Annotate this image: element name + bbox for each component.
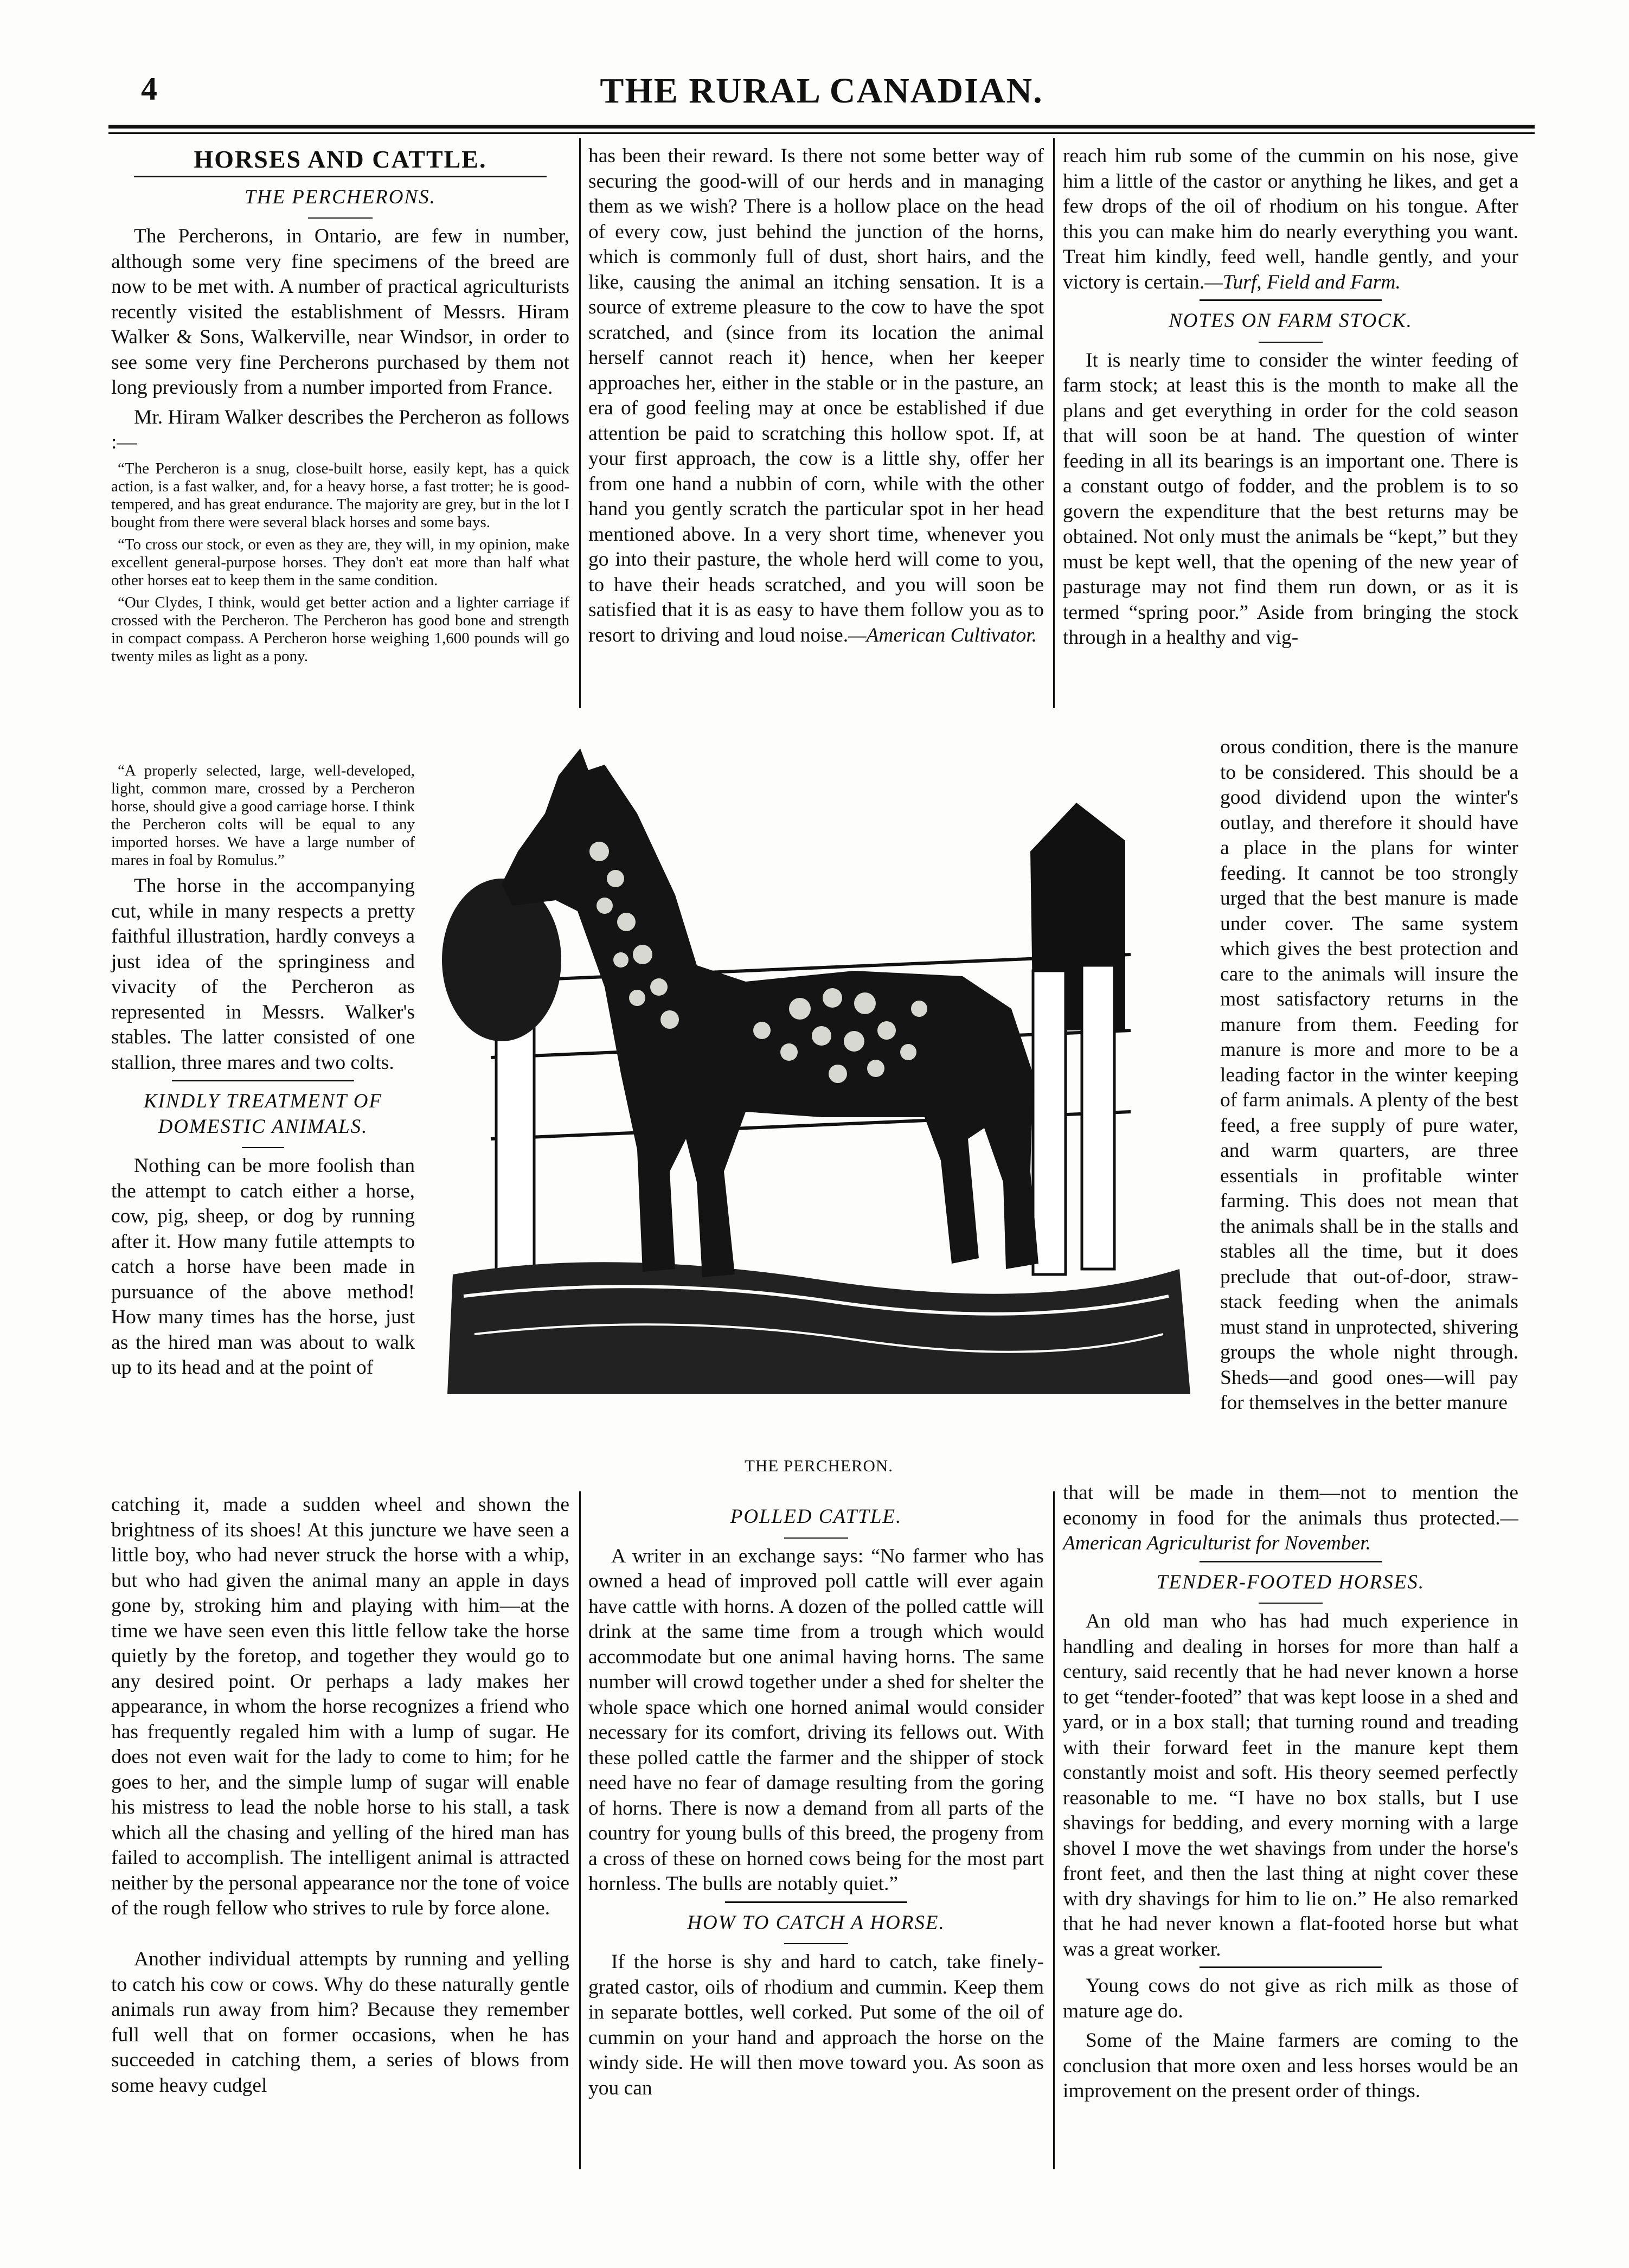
column-1-narrow	[111, 762, 415, 1385]
divider	[1200, 1561, 1382, 1562]
figure-caption: THE PERCHERON.	[744, 1456, 894, 1475]
paragraph: If the horse is shy and hard to catch, take finely-grated castor, oils of rhodium and cummin. Keep them in separate bottles, well corked. Put some of the oil of cummin on your hand and approach the horse on the windy side. He will then move toward you. As soon as you can	[588, 1951, 1044, 2099]
divider	[1259, 342, 1323, 343]
column-1-bottom-text	[111, 1947, 569, 2103]
section-heading: HORSES AND CATTLE.	[194, 145, 487, 173]
column-divider	[579, 138, 581, 708]
article-title: HOW TO CATCH A HORSE.	[687, 1911, 945, 1934]
header-rule-thin	[108, 132, 1535, 134]
paragraph: Some of the Maine farmers are coming to the conclusion that more oxen and less horses would be an improvement on the present order of things.	[1063, 2029, 1518, 2102]
quote: “A properly selected, large, well-developed, light, common mare, crossed by a Percheron horse, should give a good carriage horse. I think the Percheron colts will be equal to any imported horses. We have a large number of mares in foal by Romulus.”	[111, 762, 415, 869]
column-3-narrow	[1220, 735, 1518, 1420]
paragraph: orous condition, there is the manure to be considered. This should be a good dividend upon the winter's outlay, and therefore it should have a place in the plans for winter feeding. It cannot be too strongly urged that the best manure is made under cover. The same system which gives the best protection and care to the animals will insure the most satisfactory returns in the manure from them. Feeding for manure is more and more to be a leading factor in the winter keeping of farm animals. A plenty of the best feed, a free supply of pure water, and warm quarters, are three essentials in profitable winter farming. This does not mean that the animals shall be in the stalls and stables all the time, but it does preclude that out-of-door, straw-stack feeding when the animals must stand in unprotected, shivering groups the whole night through. Sheds—and good ones—will pay for themselves in the better manure	[1220, 736, 1518, 1414]
column-2-top	[588, 144, 1044, 652]
column-3-top	[1063, 144, 1518, 655]
page-number: 4	[141, 71, 157, 107]
paragraph: has been their reward. Is there not some better way of securing the good-will of our herds and in managing them as we wish? There is a hollow place on the head of every cow, just behind the junction of the horns, which is commonly full of dust, short hairs, and the like, causing the animal an itching sensation. It is a source of extreme pleasure to the cow to have the spot scratched, and (since from its location the animal herself cannot reach it) hence, when her keeper approaches her, either in the stable or in the pasture, an era of good feeling may at once be established if due attention be paid to scratching this hollow spot. If, at your first approach, the cow is a little shy, offer her from one hand a nubbin of corn, while with the other hand you gently scratch the particular spot in her head mentioned above. In a very short time, whenever you go into their pasture, the whole herd will come to you, to have their heads scratched, and you will soon be satisfied that it is as easy to have them follow you as to resort to driving and loud noise.—American Cultivator.	[588, 145, 1044, 646]
column-1-continuation	[111, 1492, 569, 1943]
column-3-bottom	[1063, 1481, 1518, 2109]
column-divider	[1053, 138, 1055, 708]
column-divider	[1053, 1491, 1055, 2169]
article-title: NOTES ON FARM STOCK.	[1169, 310, 1413, 332]
paragraph: The horse in the accompanying cut, while in many respects a pretty faithful illustration, hardly conveys a just idea of the springiness and vivacity of the Percheron as represented in Messrs. Walker's stables. The latter consisted of one stallion, three mares and two colts.	[111, 875, 415, 1074]
divider	[784, 1537, 848, 1539]
paragraph: A writer in an exchange says: “No farmer who has owned a head of improved poll cattle will ever again have cattle with horns. A dozen of the polled cattle will drink at the same time from a trough which would accommodate but one animal having horns. The same number will crowd together under a shed for shelter the whole space which one horned animal would consider necessary for its comfort, driving its fellows out. With these polled cattle the farmer and the shipper of stock need have no fear of damage resulting from the goring of horns. There is now a demand from all parts of the country for young bulls of this breed, the progeny from a cross of these on horned cows being for the most part hornless. The bulls are notably quiet.”	[588, 1545, 1044, 1895]
divider	[1200, 299, 1382, 301]
page-header	[108, 71, 1535, 130]
quote: “The Percheron is a snug, close-built horse, easily kept, has a quick action, is a fast walker, and, for a heavy horse, a fast trotter; he is good-tempered, and has great endurance. The majority are grey, but in the lot I bought from there were several black horses and some bays.	[111, 459, 569, 531]
divider	[242, 1147, 284, 1148]
quote: “Our Clydes, I think, would get better action and a lighter carriage if crossed with the Percheron. The Percheron has good bone and strength in compact compass. A Percheron horse weighing 1,600 pounds will go twenty miles as light as a pony.	[111, 593, 569, 665]
paragraph: Another individual attempts by running and yelling to catch his cow or cows. Why do these naturally gentle animals run away from him? Because they remember full well that on former occasions, when he has succeeded in catching them, a series of blows from some heavy cudgel	[111, 1948, 569, 2097]
column-1-top	[111, 144, 569, 670]
newspaper-title: THE RURAL CANADIAN.	[600, 71, 1043, 111]
divider	[172, 1080, 354, 1081]
paragraph: An old man who has had much experience in handling and dealing in horses for more than half a century, said recently that he had never known a horse to get “tender-footed” that was kept loose in a shed and yard, or in a box stall; that turning round and treading with their forward feet in the manure kept them constantly moist and soft. His theory seemed perfectly reasonable to me. “I have no box stalls, but I use shavings for bedding, and every morning with a large shovel I move the wet shavings from under the horse's front feet, and then the last thing at night cover these with dry shavings for him to lie on.” He also remarked that he had never known a flat-footed horse but what was a great worker.	[1063, 1610, 1518, 1961]
column-2-bottom	[588, 1497, 1044, 2105]
paragraph: The Percherons, in Ontario, are few in number, although some very fine specimens of the breed are now to be met with. A number of practical agriculturists recently visited the establishment of Messrs. Hiram Walker & Sons, Walkerville, near Windsor, in order to see some very fine Percherons purchased by them not long previously from a number imported from France.	[111, 225, 569, 399]
divider	[1259, 1603, 1323, 1604]
paragraph: reach him rub some of the cummin on his nose, give him a little of the castor or anything he likes, and get a few drops of the oil of rhodium on his tongue. After this you can make him do nearly everything you want. Treat him kindly, feed well, handle gently, and your victory is certain.—Turf, Field and Farm.	[1063, 145, 1518, 293]
divider	[725, 1901, 907, 1903]
paragraph: catching it, made a sudden wheel and shown the brightness of its shoes! At this juncture we have seen a little boy, who had never struck the horse with a whip, but who had given the animal many an apple in days gone by, stroking him and playing with him—at the time we have seen even this little fellow take the horse quietly by the foretop, and together they would go to any desired point. Or perhaps a lady makes her appearance, in whom the horse recognizes a friend who has frequently regaled him with a lump of sugar. He does not even wait for the lady to come to him; for he goes to her, and the simple lump of sugar will enable his mistress to lead the noble horse to his stall, a task which all the chasing and yelling of the hired man has failed to accomplish. The intelligent animal is attracted neither by the personal appearance nor the tone of voice of the rough fellow who strives to rule by force alone.	[111, 1494, 569, 1919]
paragraph: Young cows do not give as rich milk as those of mature age do.	[1063, 1975, 1518, 2022]
article-title: THE PERCHERONS.	[245, 185, 436, 208]
percheron-illustration	[442, 727, 1201, 1410]
article-title: TENDER-FOOTED HORSES.	[1156, 1571, 1425, 1593]
divider	[1200, 1966, 1382, 1968]
paragraph: that will be made in them—not to mention the economy in food for the animals thus protected.—American Agriculturist for November.	[1063, 1482, 1518, 1554]
paragraph: It is nearly time to consider the winter feeding of farm stock; at least this is the month to make all the plans and get everything in order for the cold season that will soon be at hand. The question of winter feeding in all its bearings is an important one. There is a constant outgo of fodder, and the problem is to so govern the expenditure that the best returns may be obtained. Not only must the animals be “kept,” but they must be kept well, that the opening of the new year of pasturage may not find them run down, or as it is termed “spring poor.” Aside from bringing the stock through in a healthy and vig-	[1063, 349, 1518, 649]
paragraph: Nothing can be more foolish than the attempt to catch either a horse, cow, pig, sheep, or dog by running after it. How many futile attempts to catch a horse have been made in pursuance of the above method! How many times has the horse, just as the hired man was about to walk up to its head and at the point of	[111, 1155, 415, 1379]
quote: “To cross our stock, or even as they are, they will, in my opinion, make excellent general-purpose horses. They don't eat more than half what other horses eat to keep them in the same condition.	[111, 535, 569, 589]
horse-engraving	[442, 727, 1201, 1410]
divider	[784, 1943, 848, 1944]
column-divider	[579, 1491, 581, 2169]
divider	[134, 176, 547, 177]
article-title: KINDLY TREATMENT OF DOMESTIC ANIMALS.	[143, 1090, 383, 1138]
article-title: POLLED CATTLE.	[730, 1505, 902, 1528]
divider	[308, 217, 372, 219]
paragraph: Mr. Hiram Walker describes the Percheron as follows :—	[111, 406, 569, 453]
header-rule	[108, 125, 1535, 129]
